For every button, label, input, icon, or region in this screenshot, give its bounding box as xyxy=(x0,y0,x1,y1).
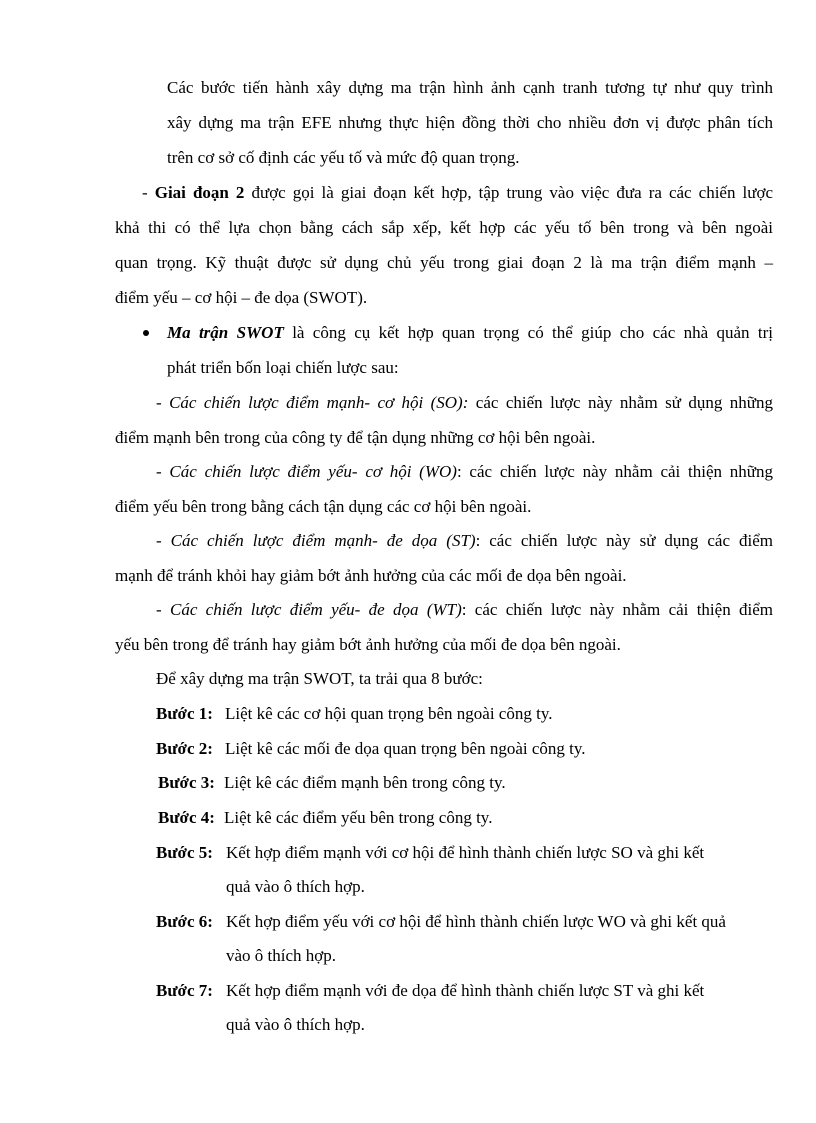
swot-term: Ma trận SWOT xyxy=(167,323,284,342)
stage2-line-1-text: được gọi là giai đoạn kết hợp, tập trung vào việc đưa ra các chiến lược xyxy=(244,183,773,202)
step-3-text: Liệt kê các điểm mạnh bên trong công ty. xyxy=(224,773,506,792)
swot-bullet-line-1 xyxy=(167,323,773,343)
intro-line-2: xây dựng ma trận EFE nhưng thực hiện đồng thời cho nhiều đơn vị được phân tích xyxy=(167,113,773,132)
strategy-st-line-1 xyxy=(156,531,773,551)
step-5-text: Kết hợp điểm mạnh với cơ hội để hình thành chiến lược SO và ghi kết xyxy=(226,843,705,862)
intro-line-3: trên cơ sở cố định các yếu tố và mức độ quan trọng. xyxy=(167,148,520,167)
step-1-label: Bước 1: xyxy=(156,704,213,723)
step-6-text: Kết hợp điểm yếu với cơ hội để hình thành chiến lược WO và ghi kết quả xyxy=(226,912,726,931)
strategy-wo-line-2: điểm yếu bên trong bằng cách tận dụng các cơ hội bên ngoài. xyxy=(115,497,532,516)
strategy-so-title: Các chiến lược điểm mạnh- cơ hội (SO): xyxy=(169,393,469,412)
step-5-text-cont: quả vào ô thích hợp. xyxy=(226,877,365,896)
stage2-heading: Giai đoạn 2 xyxy=(154,183,245,202)
strategy-dash: - xyxy=(156,393,170,412)
strategy-dash: - xyxy=(156,531,171,550)
stage2-line-1 xyxy=(142,183,773,203)
strategy-st-title: Các chiến lược điểm mạnh- đe dọa (ST) xyxy=(170,531,476,550)
step-3-label: Bước 3: xyxy=(158,773,215,792)
step-1-text: Liệt kê các cơ hội quan trọng bên ngoài công ty. xyxy=(225,704,553,723)
strategy-dash: - xyxy=(156,600,170,619)
steps-intro: Để xây dựng ma trận SWOT, ta trải qua 8 bước: xyxy=(156,669,483,688)
strategy-so-text: các chiến lược này nhằm sử dụng những xyxy=(468,393,773,412)
step-5-label: Bước 5: xyxy=(156,843,213,862)
strategy-wt-text: : các chiến lược này nhằm cải thiện điểm xyxy=(461,600,774,619)
strategy-dash: - xyxy=(156,462,170,481)
step-6-label: Bước 6: xyxy=(156,912,213,931)
strategy-so-line-1 xyxy=(156,393,773,413)
step-2-text: Liệt kê các mối đe dọa quan trọng bên ngoài công ty. xyxy=(225,739,586,758)
strategy-so-line-2: điểm mạnh bên trong của công ty để tận dụng những cơ hội bên ngoài. xyxy=(115,428,596,447)
strategy-wt-line-2: yếu bên trong để tránh hay giảm bớt ảnh hưởng của mối đe dọa bên ngoài. xyxy=(115,635,621,654)
step-7-label: Bước 7: xyxy=(156,981,213,1000)
step-7-text: Kết hợp điểm mạnh với đe dọa để hình thành chiến lược ST và ghi kết xyxy=(226,981,705,1000)
step-7-text-cont: quả vào ô thích hợp. xyxy=(226,1015,365,1034)
step-4-text: Liệt kê các điểm yếu bên trong công ty. xyxy=(224,808,493,827)
strategy-wo-line-1 xyxy=(156,462,773,482)
step-4-label: Bước 4: xyxy=(158,808,215,827)
strategy-st-line-2: mạnh để tránh khỏi hay giảm bớt ảnh hưởng của các mối đe dọa bên ngoài. xyxy=(115,566,627,585)
stage2-dash: - xyxy=(142,183,155,202)
stage2-line-4: điểm yếu – cơ hội – đe dọa (SWOT). xyxy=(115,288,368,307)
swot-bullet-text: là công cụ kết hợp quan trọng có thể giúp cho các nhà quản trị xyxy=(283,323,774,342)
stage2-line-2: khả thi có thể lựa chọn bằng cách sắp xếp, kết hợp các yếu tố bên trong và bên ngoài xyxy=(115,218,773,237)
stage2-line-3: quan trọng. Kỹ thuật được sử dụng chủ yếu trong giai đoạn 2 là ma trận điểm mạnh – xyxy=(115,253,773,272)
strategy-wt-title: Các chiến lược điểm yếu- đe dọa (WT) xyxy=(169,600,462,619)
bullet-icon xyxy=(143,330,149,336)
strategy-wo-text: : các chiến lược này nhằm cải thiện những xyxy=(456,462,773,481)
intro-line-1: Các bước tiến hành xây dựng ma trận hình ảnh cạnh tranh tương tự như quy trình xyxy=(167,78,773,97)
strategy-st-text: : các chiến lược này sử dụng các điểm xyxy=(475,531,773,550)
swot-bullet-line-2: phát triển bốn loại chiến lược sau: xyxy=(167,358,399,377)
step-2-label: Bước 2: xyxy=(156,739,213,758)
step-6-text-cont: vào ô thích hợp. xyxy=(226,946,337,965)
strategy-wt-line-1 xyxy=(156,600,773,620)
strategy-wo-title: Các chiến lược điểm yếu- cơ hội (WO) xyxy=(169,462,457,481)
